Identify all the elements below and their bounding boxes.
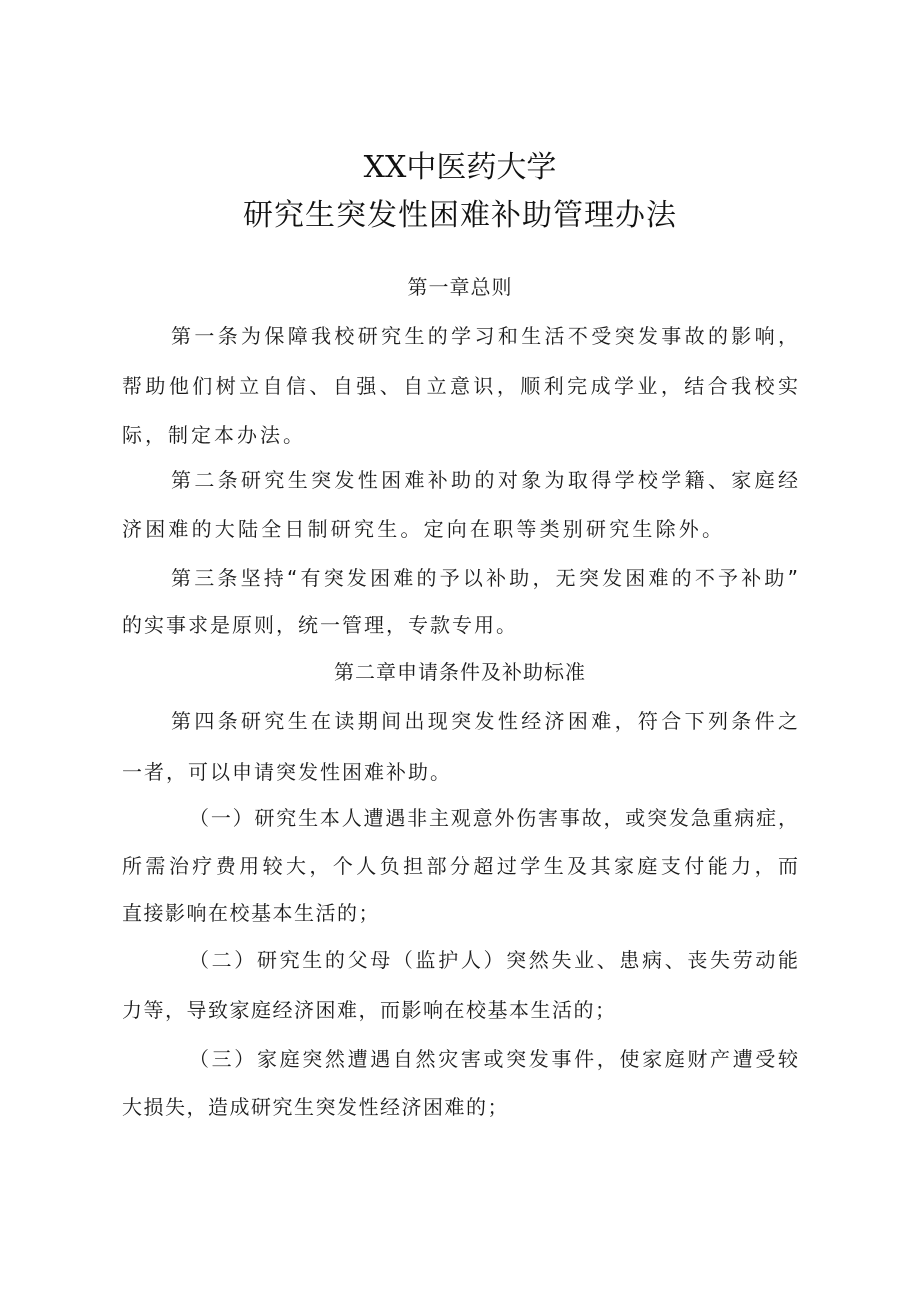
item-1-line-1: （一）研究生本人遭遇非主观意外伤害事故，或突发急重病症， <box>189 806 798 830</box>
article-3-line-1: 第三条坚持“有突发困难的予以补助，无突发困难的不予补助” <box>171 566 798 590</box>
title-university: XX中医药大学 <box>363 150 557 185</box>
article-3-line-2: 的实事求是原则，统一管理，专款专用。 <box>122 613 518 637</box>
item-2-line-2: 力等，导致家庭经济困难，而影响在校基本生活的； <box>122 998 617 1022</box>
article-2-line-1: 第二条研究生突发性困难补助的对象为取得学校学籍、家庭经 <box>171 468 798 492</box>
item-3-line-1: （三）家庭突然遭遇自然灾害或突发事件，使家庭财产遭受较 <box>189 1047 798 1071</box>
article-2-line-2: 济困难的大陆全日制研究生。定向在职等类别研究生除外。 <box>122 517 726 541</box>
article-4-line-1: 第四条研究生在读期间出现突发性经济困难，符合下列条件之 <box>171 709 798 733</box>
item-1-line-2: 所需治疗费用较大，个人负担部分超过学生及其家庭支付能力，而 <box>122 854 798 878</box>
chapter-1-heading: 第一章总则 <box>407 275 513 299</box>
article-1-line-2: 帮助他们树立自信、自强、自立意识，顺利完成学业，结合我校实 <box>122 374 798 398</box>
item-1-line-3: 直接影响在校基本生活的； <box>122 901 380 925</box>
article-1-line-1: 第一条为保障我校研究生的学习和生活不受突发事故的影响， <box>171 324 798 348</box>
item-3-line-2: 大损失，造成研究生突发性经济困难的； <box>122 1095 509 1119</box>
chapter-2-heading: 第二章申请条件及补助标准 <box>334 660 586 684</box>
article-1-line-3: 际，制定本办法。 <box>122 423 306 447</box>
item-2-line-1: （二）研究生的父母（监护人）突然失业、患病、丧失劳动能 <box>189 948 798 972</box>
article-4-line-2: 一者，可以申请突发性困难补助。 <box>122 760 452 784</box>
title-regulation: 研究生突发性困难补助管理办法 <box>243 198 677 233</box>
